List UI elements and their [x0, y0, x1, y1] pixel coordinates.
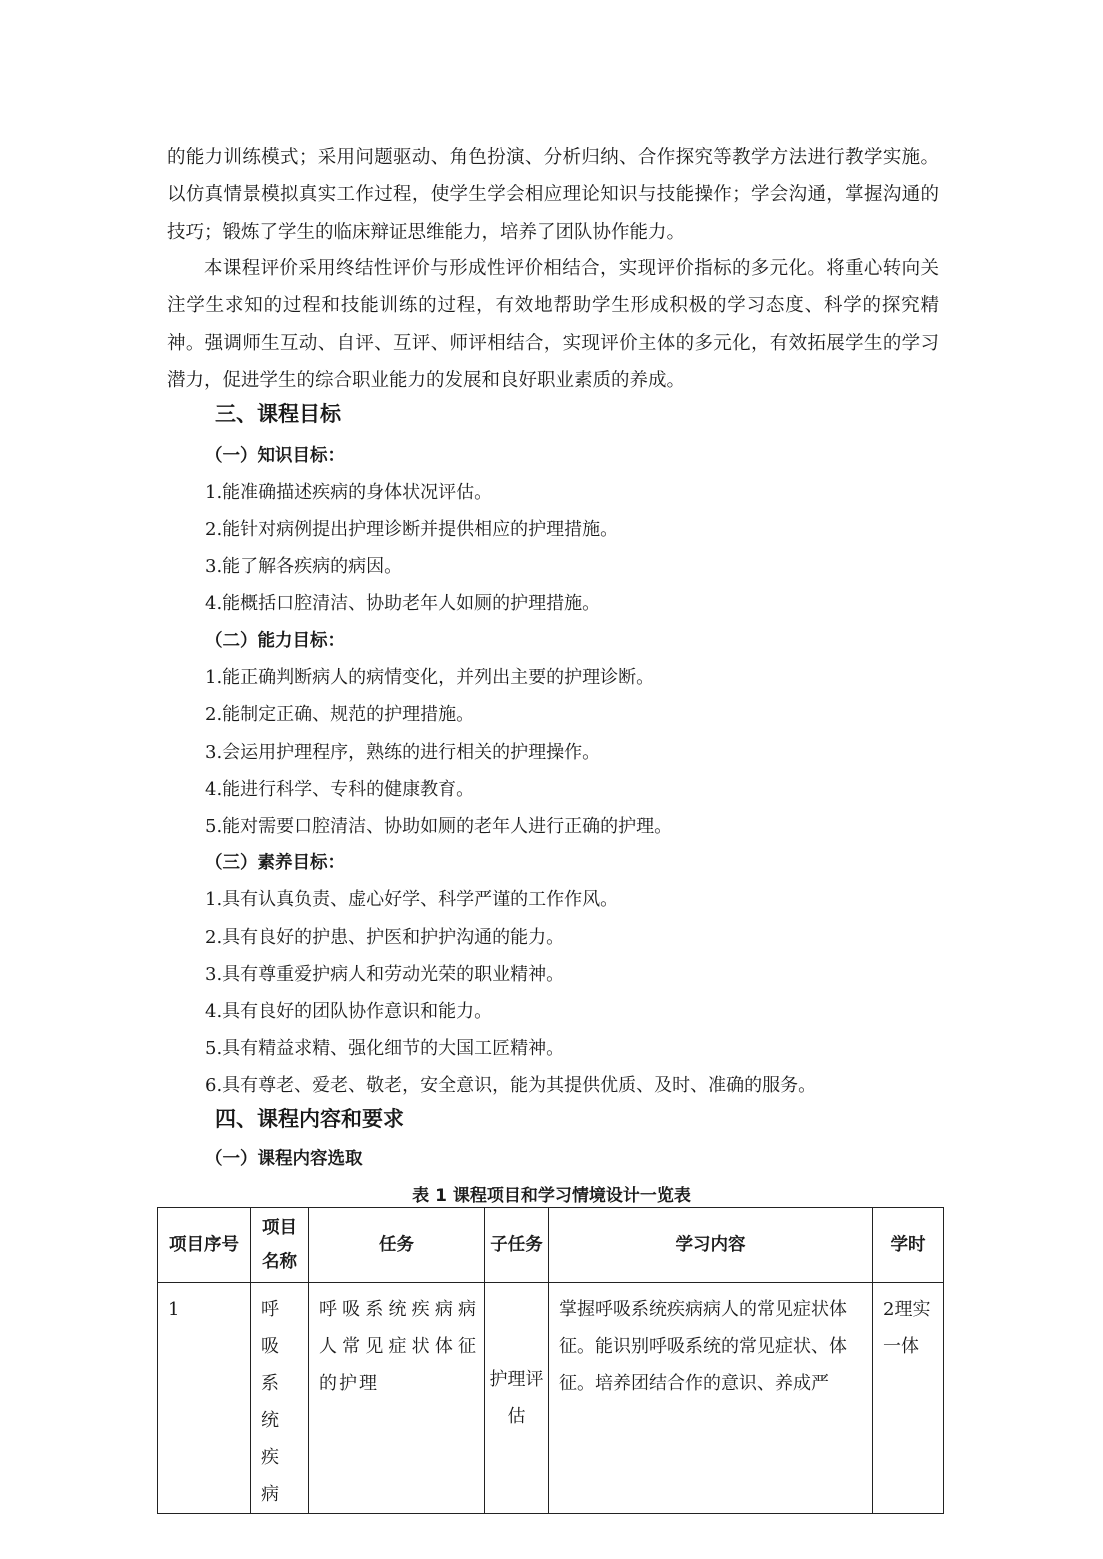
cell-learning-content: 掌握呼吸系统疾病病人的常见症状体征。能识别呼吸系统的常见症状、体征。培养团结合作的意识、养成严	[549, 1283, 873, 1514]
table-caption: 表 1 课程项目和学习情境设计一览表	[412, 1186, 691, 1206]
table-row	[158, 1283, 944, 1514]
header-cell: 学时	[873, 1208, 944, 1283]
knowledge-item: 4.能概括口腔清洁、协助老年人如厕的护理措施。	[205, 593, 601, 614]
header-cell: 任务	[309, 1208, 485, 1283]
quality-item: 4.具有良好的团队协作意识和能力。	[205, 1001, 493, 1022]
ability-item: 3.会运用护理程序，熟练的进行相关的护理操作。	[205, 742, 601, 763]
ability-item: 1.能正确判断病人的病情变化，并列出主要的护理诊断。	[205, 667, 655, 688]
header-cell: 学习内容	[549, 1208, 873, 1283]
header-cell: 项目名称	[251, 1208, 309, 1283]
quality-item: 3.具有尊重爱护病人和劳动光荣的职业精神。	[205, 964, 565, 985]
cell-task: 呼吸系统疾病病人常见症状体征的护理	[309, 1283, 485, 1514]
quality-item: 2.具有良好的护患、护医和护护沟通的能力。	[205, 927, 565, 948]
course-design-table	[157, 1207, 944, 1514]
table-header-row	[158, 1208, 944, 1283]
cell-project-no: 1	[158, 1283, 251, 1514]
knowledge-item: 3.能了解各疾病的病因。	[205, 556, 403, 577]
cell-subtask: 护理评估	[485, 1283, 549, 1514]
knowledge-item: 2.能针对病例提出护理诊断并提供相应的护理措施。	[205, 519, 619, 540]
section-title-course-objectives: 三、课程目标	[215, 402, 341, 426]
subsection-title-ability: （二）能力目标：	[205, 631, 345, 651]
ability-item: 2.能制定正确、规范的护理措施。	[205, 704, 475, 725]
header-cell: 子任务	[485, 1208, 549, 1283]
cell-project-name: 呼吸系统疾病	[251, 1283, 309, 1514]
knowledge-item: 1.能准确描述疾病的身体状况评估。	[205, 482, 493, 503]
header-cell: 项目序号	[158, 1208, 251, 1283]
section-title-course-content: 四、课程内容和要求	[215, 1107, 404, 1131]
ability-item: 4.能进行科学、专科的健康教育。	[205, 779, 475, 800]
paragraph-course-evaluation: 本课程评价采用终结性评价与形成性评价相结合，实现评价指标的多元化。将重心转向关注学生求知的过程和技能训练的过程，有效地帮助学生形成积极的学习态度、科学的探究精神。强调师生互动、自评、互评、师评相结合，实现评价主体的多元化，有效拓展学生的学习潜力，促进学生的综合职业能力的发展和良好职业素质的养成。	[167, 258, 939, 391]
subsection-title-knowledge: （一）知识目标：	[205, 446, 345, 466]
quality-item: 5.具有精益求精、强化细节的大国工匠精神。	[205, 1038, 565, 1059]
paragraph-teaching-methods: 的能力训练模式；采用问题驱动、角色扮演、分析归纳、合作探究等教学方法进行教学实施。以仿真情景模拟真实工作过程，使学生学会相应理论知识与技能操作；学会沟通，掌握沟通的技巧；锻炼了学生的临床辩证思维能力，培养了团队协作能力。	[167, 147, 939, 243]
subsection-title-quality: （三）素养目标：	[205, 853, 345, 873]
quality-item: 6.具有尊老、爱老、敬老，安全意识，能为其提供优质、及时、准确的服务。	[205, 1075, 817, 1096]
quality-item: 1.具有认真负责、虚心好学、科学严谨的工作作风。	[205, 889, 619, 910]
subsection-title-content-selection: （一）课程内容选取	[205, 1149, 363, 1169]
ability-item: 5.能对需要口腔清洁、协助如厕的老年人进行正确的护理。	[205, 816, 673, 837]
cell-hours: 2理实一体	[873, 1283, 944, 1514]
